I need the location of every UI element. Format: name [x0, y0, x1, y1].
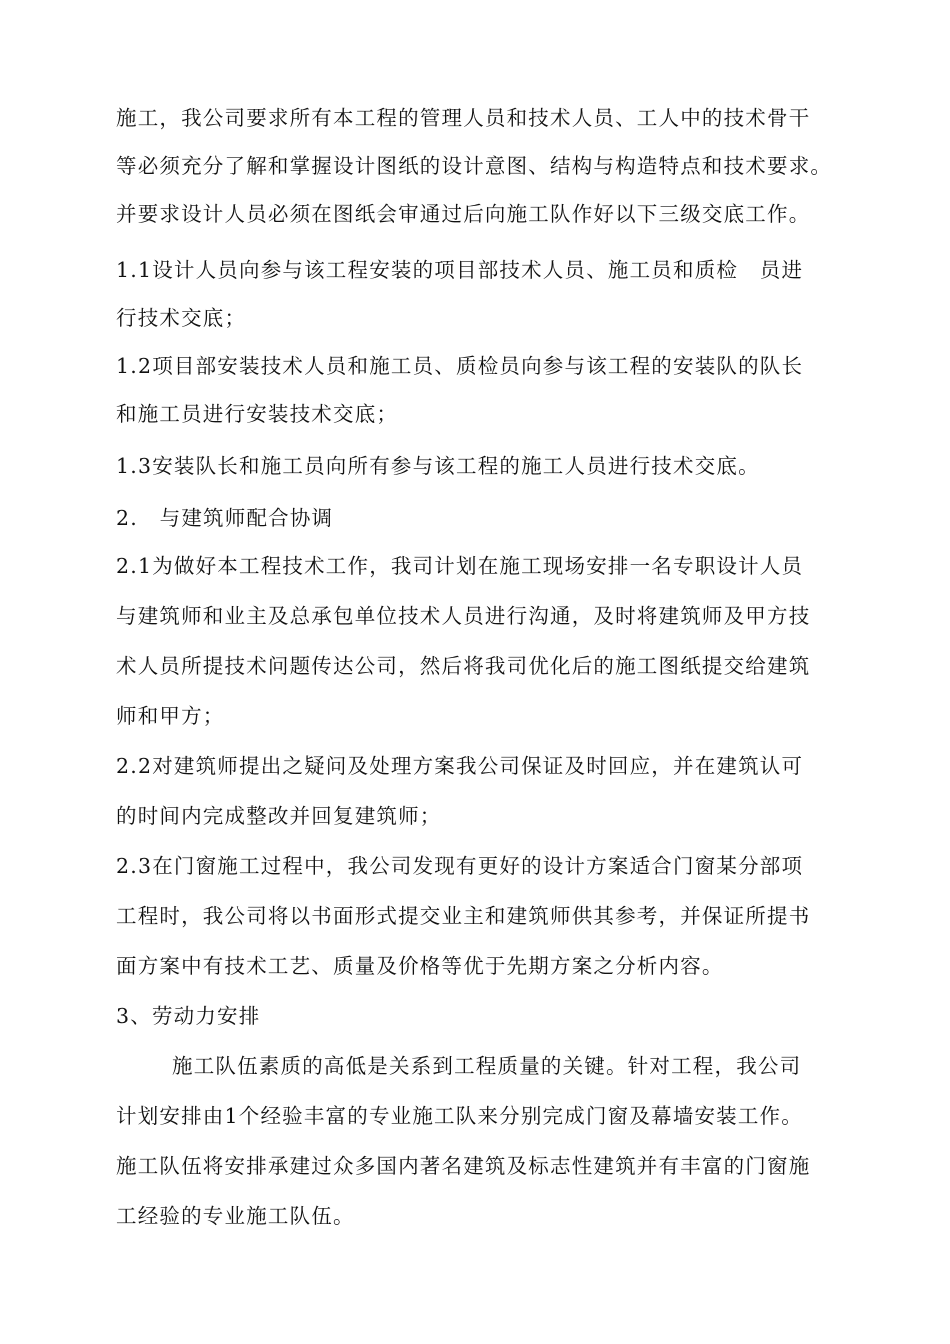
text-line-7: 和施工员进行安装技术交底；: [116, 402, 399, 426]
text-line-5: 行技术交底；: [116, 306, 247, 330]
text-line-3: 并要求设计人员必须在图纸会审通过后向施工队作好以下三级交底工作。: [116, 202, 811, 226]
text-line-1: 施工，我公司要求所有本工程的管理人员和技术人员、工人中的技术骨干: [116, 106, 811, 130]
text-line-17: 工程时，我公司将以书面形式提交业主和建筑师供其参考，并保证所提书: [116, 904, 811, 928]
text-line-18: 面方案中有技术工艺、质量及价格等优于先期方案之分析内容。: [116, 954, 724, 978]
text-line-12: 术人员所提技术问题传达公司，然后将我司优化后的施工图纸提交给建筑: [116, 654, 811, 678]
text-line-21: 计划安排由1个经验丰富的专业施工队来分别完成门窗及幕墙安装工作。: [116, 1104, 803, 1128]
text-line-8: 1.3安装队长和施工员向所有参与该工程的施工人员进行技术交底。: [116, 454, 760, 478]
text-line-15: 的时间内完成整改并回复建筑师；: [116, 804, 442, 828]
text-line-22: 施工队伍将安排承建过众多国内著名建筑及标志性建筑并有丰富的门窗施: [116, 1154, 811, 1178]
text-line-16: 2.3在门窗施工过程中，我公司发现有更好的设计方案适合门窗某分部项: [116, 854, 804, 878]
section-heading-2: 2. 与建筑师配合协调: [116, 506, 334, 530]
section-heading-3: 3、劳动力安排: [116, 1004, 261, 1028]
text-line-2: 等必须充分了解和掌握设计图纸的设计意图、结构与构造特点和技术要求。: [116, 154, 833, 178]
text-line-6: 1.2项目部安装技术人员和施工员、质检员向参与该工程的安装队的队长: [116, 354, 804, 378]
text-line-23: 工经验的专业施工队伍。: [116, 1204, 355, 1228]
text-line-11: 与建筑师和业主及总承包单位技术人员进行沟通，及时将建筑师及甲方技: [116, 604, 811, 628]
text-line-4: 1.1设计人员向参与该工程安装的项目部技术人员、施工员和质检 员进: [116, 258, 804, 282]
text-line-13: 师和甲方；: [116, 704, 225, 728]
text-line-10: 2.1为做好本工程技术工作，我司计划在施工现场安排一名专职设计人员: [116, 554, 804, 578]
text-line-20: 施工队伍素质的高低是关系到工程质量的关键。针对工程，我公司: [172, 1054, 802, 1078]
text-line-14: 2.2对建筑师提出之疑问及处理方案我公司保证及时回应，并在建筑认可: [116, 754, 804, 778]
